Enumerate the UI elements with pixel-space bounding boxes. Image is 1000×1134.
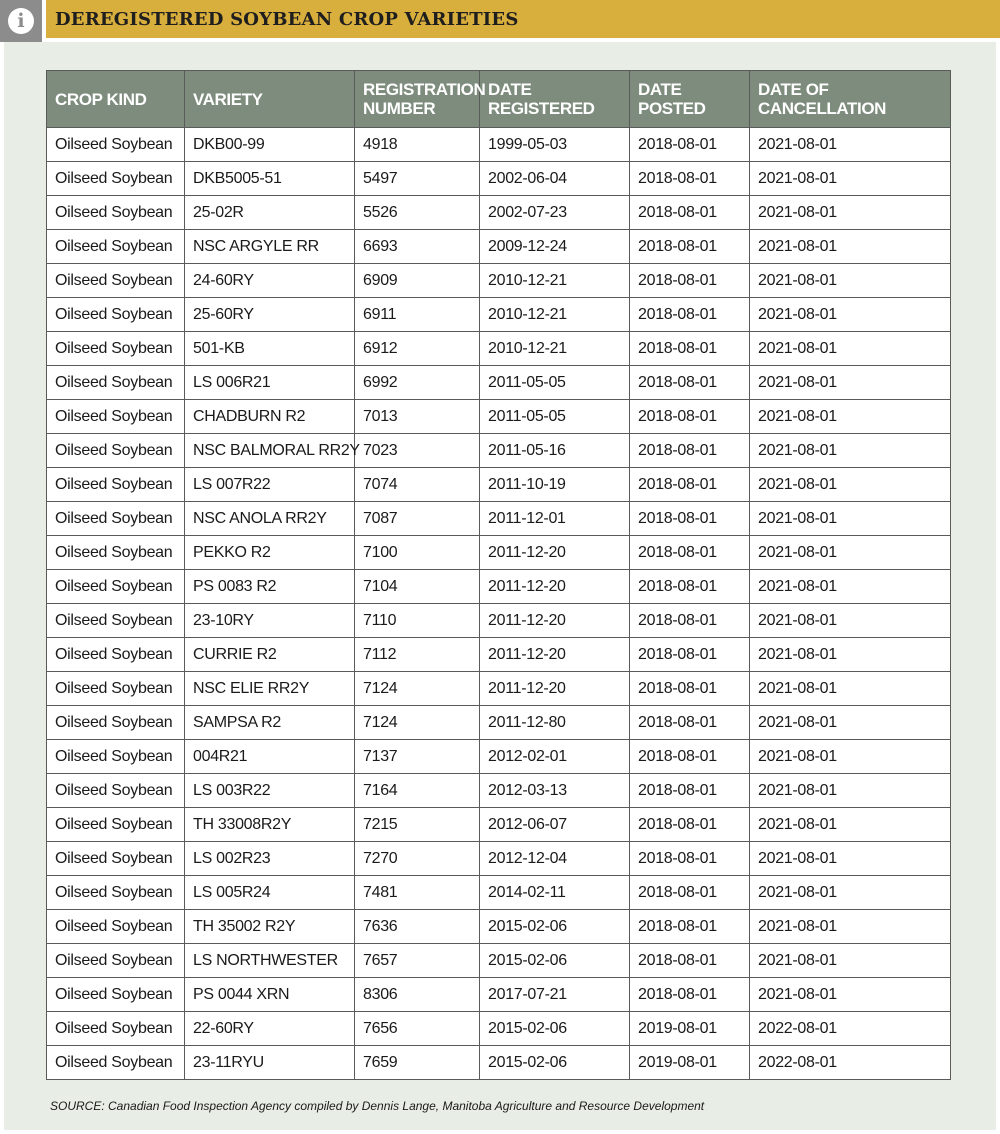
table-cell: LS NORTHWESTER xyxy=(185,944,355,978)
table-cell: 2021-08-01 xyxy=(750,808,951,842)
table-cell: Oilseed Soybean xyxy=(47,366,185,400)
table-row xyxy=(47,400,951,434)
table-cell: 7164 xyxy=(355,774,480,808)
info-badge xyxy=(0,0,42,42)
table-cell: Oilseed Soybean xyxy=(47,298,185,332)
table-row xyxy=(47,740,951,774)
table-cell: 7656 xyxy=(355,1012,480,1046)
table-cell: 2018-08-01 xyxy=(630,672,750,706)
table-row xyxy=(47,366,951,400)
table-cell: 2011-05-05 xyxy=(480,400,630,434)
table-row xyxy=(47,774,951,808)
table-cell: 2011-10-19 xyxy=(480,468,630,502)
page-title: DEREGISTERED SOYBEAN CROP VARIETIES xyxy=(55,8,519,30)
table-cell: 2022-08-01 xyxy=(750,1046,951,1080)
table-cell: Oilseed Soybean xyxy=(47,876,185,910)
table-cell: 6911 xyxy=(355,298,480,332)
table-row xyxy=(47,706,951,740)
header-bar xyxy=(0,0,1000,42)
table-cell: Oilseed Soybean xyxy=(47,264,185,298)
table-cell: 2002-06-04 xyxy=(480,162,630,196)
table-cell: Oilseed Soybean xyxy=(47,570,185,604)
table-cell: 2021-08-01 xyxy=(750,638,951,672)
table-cell: 2021-08-01 xyxy=(750,162,951,196)
table-row xyxy=(47,298,951,332)
table-row xyxy=(47,978,951,1012)
table-cell: LS 005R24 xyxy=(185,876,355,910)
table-cell: 2018-08-01 xyxy=(630,468,750,502)
table-cell: 2018-08-01 xyxy=(630,944,750,978)
table-cell: 7124 xyxy=(355,706,480,740)
table-cell: 2021-08-01 xyxy=(750,672,951,706)
table-cell: Oilseed Soybean xyxy=(47,332,185,366)
table-cell: 25-02R xyxy=(185,196,355,230)
table-cell: 2021-08-01 xyxy=(750,366,951,400)
table-row xyxy=(47,1012,951,1046)
table-cell: 6909 xyxy=(355,264,480,298)
table-cell: 2011-12-20 xyxy=(480,672,630,706)
table-row xyxy=(47,128,951,162)
table-row xyxy=(47,434,951,468)
table-row xyxy=(47,502,951,536)
table-cell: 2011-12-20 xyxy=(480,638,630,672)
table-cell: 2021-08-01 xyxy=(750,128,951,162)
info-icon: i xyxy=(8,8,34,34)
table-cell: Oilseed Soybean xyxy=(47,910,185,944)
table-cell: 2021-08-01 xyxy=(750,536,951,570)
table-cell: 2021-08-01 xyxy=(750,332,951,366)
table-cell: 2018-08-01 xyxy=(630,740,750,774)
table-cell: 6912 xyxy=(355,332,480,366)
table-row xyxy=(47,638,951,672)
table-cell: 2011-12-20 xyxy=(480,536,630,570)
table-cell: 2018-08-01 xyxy=(630,536,750,570)
table-cell: Oilseed Soybean xyxy=(47,1046,185,1080)
table-cell: 7112 xyxy=(355,638,480,672)
table-cell: 2018-08-01 xyxy=(630,808,750,842)
table-cell: 2021-08-01 xyxy=(750,230,951,264)
table-cell: LS 002R23 xyxy=(185,842,355,876)
table-cell: NSC BALMORAL RR2Y xyxy=(185,434,355,468)
table-cell: PS 0044 XRN xyxy=(185,978,355,1012)
table-cell: Oilseed Soybean xyxy=(47,944,185,978)
table-row xyxy=(47,570,951,604)
table-cell: 2021-08-01 xyxy=(750,740,951,774)
table-cell: 2002-07-23 xyxy=(480,196,630,230)
table-cell: Oilseed Soybean xyxy=(47,230,185,264)
table-cell: 7636 xyxy=(355,910,480,944)
table-cell: 2012-06-07 xyxy=(480,808,630,842)
table-cell: NSC ELIE RR2Y xyxy=(185,672,355,706)
table-cell: DKB00-99 xyxy=(185,128,355,162)
table-cell: LS 006R21 xyxy=(185,366,355,400)
table-cell: 2011-12-20 xyxy=(480,570,630,604)
table-cell: SAMPSA R2 xyxy=(185,706,355,740)
table-cell: 2021-08-01 xyxy=(750,706,951,740)
table-cell: 2018-08-01 xyxy=(630,570,750,604)
table-cell: 2019-08-01 xyxy=(630,1046,750,1080)
table-cell: Oilseed Soybean xyxy=(47,1012,185,1046)
table-cell: Oilseed Soybean xyxy=(47,536,185,570)
table-cell: LS 007R22 xyxy=(185,468,355,502)
table-cell: 2018-08-01 xyxy=(630,502,750,536)
table-cell: 2021-08-01 xyxy=(750,978,951,1012)
table-cell: 23-11RYU xyxy=(185,1046,355,1080)
table-cell: 2018-08-01 xyxy=(630,196,750,230)
table-cell: 2018-08-01 xyxy=(630,638,750,672)
table-cell: 2021-08-01 xyxy=(750,298,951,332)
table-cell: 22-60RY xyxy=(185,1012,355,1046)
table-cell: 2015-02-06 xyxy=(480,1046,630,1080)
table-row xyxy=(47,910,951,944)
table-cell: 25-60RY xyxy=(185,298,355,332)
table-cell: PS 0083 R2 xyxy=(185,570,355,604)
table-cell: NSC ANOLA RR2Y xyxy=(185,502,355,536)
table-cell: 2018-08-01 xyxy=(630,434,750,468)
table-cell: 2018-08-01 xyxy=(630,332,750,366)
table-row xyxy=(47,672,951,706)
table-cell: 7215 xyxy=(355,808,480,842)
table-cell: 4918 xyxy=(355,128,480,162)
table-cell: 8306 xyxy=(355,978,480,1012)
table-cell: 7659 xyxy=(355,1046,480,1080)
column-header: VARIETY xyxy=(185,71,355,128)
table-cell: TH 33008R2Y xyxy=(185,808,355,842)
table-row xyxy=(47,876,951,910)
table-cell: 7087 xyxy=(355,502,480,536)
table-cell: DKB5005-51 xyxy=(185,162,355,196)
table-cell: CURRIE R2 xyxy=(185,638,355,672)
table-cell: Oilseed Soybean xyxy=(47,128,185,162)
table-cell: 5526 xyxy=(355,196,480,230)
column-header: REGISTRATION NUMBER xyxy=(355,71,480,128)
column-header: DATE POSTED xyxy=(630,71,750,128)
table-cell: 2011-12-20 xyxy=(480,604,630,638)
table-cell: 004R21 xyxy=(185,740,355,774)
table-cell: PEKKO R2 xyxy=(185,536,355,570)
table-cell: 2021-08-01 xyxy=(750,944,951,978)
table-cell: 7100 xyxy=(355,536,480,570)
table-cell: 2021-08-01 xyxy=(750,604,951,638)
table-body xyxy=(47,128,951,1080)
table-cell: 7013 xyxy=(355,400,480,434)
table-cell: 2017-07-21 xyxy=(480,978,630,1012)
table-cell: 2018-08-01 xyxy=(630,162,750,196)
table-cell: 1999-05-03 xyxy=(480,128,630,162)
table-cell: 2021-08-01 xyxy=(750,400,951,434)
source-note: SOURCE: Canadian Food Inspection Agency compiled by Dennis Lange, Manitoba Agriculture and Resource Development xyxy=(50,1099,705,1113)
table-cell: Oilseed Soybean xyxy=(47,842,185,876)
table-cell: 2018-08-01 xyxy=(630,366,750,400)
table-cell: 2009-12-24 xyxy=(480,230,630,264)
column-header: CROP KIND xyxy=(47,71,185,128)
table-cell: CHADBURN R2 xyxy=(185,400,355,434)
table-cell: Oilseed Soybean xyxy=(47,706,185,740)
table-cell: 2018-08-01 xyxy=(630,264,750,298)
table-cell: 2018-08-01 xyxy=(630,978,750,1012)
table-cell: 2021-08-01 xyxy=(750,468,951,502)
table-cell: Oilseed Soybean xyxy=(47,808,185,842)
table-cell: Oilseed Soybean xyxy=(47,400,185,434)
table-cell: 2010-12-21 xyxy=(480,332,630,366)
table-cell: Oilseed Soybean xyxy=(47,672,185,706)
table-row xyxy=(47,162,951,196)
table-cell: 2018-08-01 xyxy=(630,774,750,808)
table-cell: 2018-08-01 xyxy=(630,298,750,332)
table-cell: 2015-02-06 xyxy=(480,944,630,978)
table-cell: 7657 xyxy=(355,944,480,978)
table-cell: 5497 xyxy=(355,162,480,196)
table-row xyxy=(47,468,951,502)
table-cell: 2021-08-01 xyxy=(750,842,951,876)
table-cell: Oilseed Soybean xyxy=(47,196,185,230)
table-cell: Oilseed Soybean xyxy=(47,434,185,468)
table-row xyxy=(47,536,951,570)
table-cell: Oilseed Soybean xyxy=(47,162,185,196)
table-cell: 2021-08-01 xyxy=(750,774,951,808)
table-cell: Oilseed Soybean xyxy=(47,502,185,536)
table-cell: 2021-08-01 xyxy=(750,910,951,944)
table-cell: 7137 xyxy=(355,740,480,774)
table-cell: 2018-08-01 xyxy=(630,400,750,434)
table-cell: 7074 xyxy=(355,468,480,502)
table-cell: 2018-08-01 xyxy=(630,842,750,876)
table-cell: 2022-08-01 xyxy=(750,1012,951,1046)
varieties-table xyxy=(46,70,951,1080)
table-header-row xyxy=(47,71,951,128)
table-cell: 7481 xyxy=(355,876,480,910)
table-cell: LS 003R22 xyxy=(185,774,355,808)
table-row xyxy=(47,230,951,264)
table-cell: TH 35002 R2Y xyxy=(185,910,355,944)
column-header: DATE REGISTERED xyxy=(480,71,630,128)
table-cell: 2010-12-21 xyxy=(480,264,630,298)
table-row xyxy=(47,264,951,298)
title-strip xyxy=(46,0,1000,38)
table-cell: 2015-02-06 xyxy=(480,910,630,944)
table-cell: NSC ARGYLE RR xyxy=(185,230,355,264)
table-cell: 7270 xyxy=(355,842,480,876)
table-cell: 2011-05-16 xyxy=(480,434,630,468)
table-cell: 2018-08-01 xyxy=(630,706,750,740)
table-cell: 7104 xyxy=(355,570,480,604)
table-cell: Oilseed Soybean xyxy=(47,604,185,638)
table-row xyxy=(47,842,951,876)
column-header: DATE OF CANCELLATION xyxy=(750,71,951,128)
table-row xyxy=(47,604,951,638)
table-cell: Oilseed Soybean xyxy=(47,740,185,774)
table-row xyxy=(47,944,951,978)
table-cell: 6693 xyxy=(355,230,480,264)
table-cell: 2018-08-01 xyxy=(630,230,750,264)
table-cell: 2021-08-01 xyxy=(750,434,951,468)
table-cell: 2012-03-13 xyxy=(480,774,630,808)
table-cell: 2011-12-80 xyxy=(480,706,630,740)
table-cell: 2021-08-01 xyxy=(750,570,951,604)
table-cell: 2021-08-01 xyxy=(750,502,951,536)
table-cell: 2018-08-01 xyxy=(630,604,750,638)
table-cell: 2011-05-05 xyxy=(480,366,630,400)
table-row xyxy=(47,196,951,230)
table-cell: 2018-08-01 xyxy=(630,910,750,944)
table-cell: 2018-08-01 xyxy=(630,128,750,162)
content-panel xyxy=(4,42,996,1130)
table-cell: 7023 xyxy=(355,434,480,468)
table-cell: 2018-08-01 xyxy=(630,876,750,910)
table-cell: 501-KB xyxy=(185,332,355,366)
table-cell: 7124 xyxy=(355,672,480,706)
table-cell: 24-60RY xyxy=(185,264,355,298)
table-cell: 2021-08-01 xyxy=(750,264,951,298)
table-cell: 2021-08-01 xyxy=(750,196,951,230)
table-cell: 2012-12-04 xyxy=(480,842,630,876)
table-cell: Oilseed Soybean xyxy=(47,638,185,672)
table-cell: 2014-02-11 xyxy=(480,876,630,910)
table-cell: 7110 xyxy=(355,604,480,638)
table-cell: 2010-12-21 xyxy=(480,298,630,332)
table-cell: Oilseed Soybean xyxy=(47,468,185,502)
table-row xyxy=(47,1046,951,1080)
table-cell: 2015-02-06 xyxy=(480,1012,630,1046)
table-cell: 2011-12-01 xyxy=(480,502,630,536)
table-cell: Oilseed Soybean xyxy=(47,774,185,808)
table-cell: 2012-02-01 xyxy=(480,740,630,774)
table-cell: Oilseed Soybean xyxy=(47,978,185,1012)
table-cell: 2021-08-01 xyxy=(750,876,951,910)
table-cell: 2019-08-01 xyxy=(630,1012,750,1046)
table-row xyxy=(47,808,951,842)
table-cell: 6992 xyxy=(355,366,480,400)
table-cell: 23-10RY xyxy=(185,604,355,638)
table-row xyxy=(47,332,951,366)
